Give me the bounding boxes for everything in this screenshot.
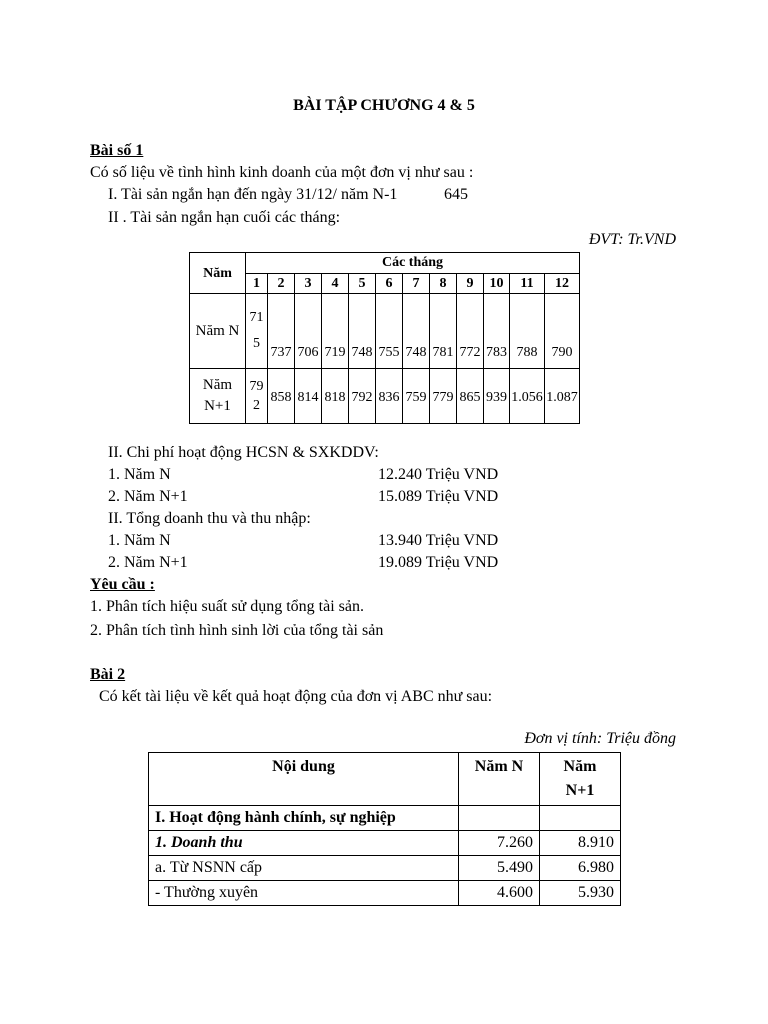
yeucau-2: 2. Phân tích tình hình sinh lời của tổng tài sản	[90, 622, 384, 639]
chiphi-2-value: 15.089 Triệu VND	[378, 488, 499, 505]
table-cell	[246, 369, 268, 424]
bai2-unit: Đơn vị tính: Triệu đồng	[524, 730, 676, 747]
month-header: 3	[295, 273, 322, 294]
header-part: Năm	[563, 758, 597, 775]
month-header: 6	[376, 273, 403, 294]
table-row	[149, 881, 621, 906]
chiphi-2-label: 2. Năm N+1	[108, 488, 188, 505]
table-row	[149, 806, 621, 831]
table-cell: 790	[545, 294, 580, 369]
doanhthu-2-value: 19.089 Triệu VND	[378, 554, 499, 571]
doanhthu-1-label: 1. Năm N	[108, 532, 171, 549]
table-cell: 788	[510, 294, 545, 369]
yeucau-heading: Yêu cầu :	[90, 576, 155, 593]
month-header: 11	[510, 273, 545, 294]
header-nam-n: Năm N	[459, 753, 540, 806]
table-cell: 783	[484, 294, 510, 369]
table-header-row	[149, 753, 621, 806]
chiphi-heading: II. Chi phí hoạt động HCSN & SXKDDV:	[108, 444, 379, 461]
table-cell: 772	[457, 294, 484, 369]
month-header: 12	[545, 273, 580, 294]
month-header: 2	[268, 273, 295, 294]
table-cell-label: 1. Doanh thu	[149, 831, 459, 856]
row-label-part: N+1	[204, 398, 231, 414]
table-row	[190, 294, 580, 369]
table-cell-label: I. Hoạt động hành chính, sự nghiệp	[149, 806, 459, 831]
table-cell: 759	[403, 369, 430, 424]
bai2-table	[148, 752, 621, 906]
month-header: 5	[349, 273, 376, 294]
col-nam-header: Năm	[190, 253, 246, 294]
yeucau-1: 1. Phân tích hiệu suất sử dụng tổng tài sản.	[90, 598, 364, 615]
page-title: BÀI TẬP CHƯƠNG 4 & 5	[293, 97, 475, 114]
chiphi-1-label: 1. Năm N	[108, 466, 171, 483]
table-cell: 865	[457, 369, 484, 424]
table-cell	[459, 806, 540, 831]
months-row	[190, 273, 580, 294]
table-cell: 748	[403, 294, 430, 369]
table-cell: 706	[295, 294, 322, 369]
col-months-header: Các tháng	[246, 253, 580, 274]
bai1-unit: ĐVT: Tr.VND	[588, 231, 676, 248]
table-cell: 8.910	[540, 831, 621, 856]
table-cell: 939	[484, 369, 510, 424]
table-cell: 814	[295, 369, 322, 424]
cell-part: 79	[249, 379, 264, 394]
table-cell: 858	[268, 369, 295, 424]
table-row	[149, 856, 621, 881]
bai1-item2: II . Tài sản ngắn hạn cuối các tháng:	[108, 209, 341, 226]
table-cell: 719	[322, 294, 349, 369]
bai1-table	[189, 252, 580, 424]
table-cell: 1.087	[545, 369, 580, 424]
doanhthu-2-label: 2. Năm N+1	[108, 554, 188, 571]
bai2-heading: Bài 2	[90, 666, 126, 683]
row-label-nam-n1	[190, 369, 246, 424]
table-cell: 737	[268, 294, 295, 369]
doanhthu-heading: II. Tổng doanh thu và thu nhập:	[108, 510, 311, 527]
table-cell: 1.056	[510, 369, 545, 424]
table-cell-label: a. Từ NSNN cấp	[149, 856, 459, 881]
bai1-item1-label: I. Tài sản ngắn hạn đến ngày 31/12/ năm N-1	[108, 186, 398, 203]
table-cell: 781	[430, 294, 457, 369]
month-header: 10	[484, 273, 510, 294]
header-part: N+1	[565, 782, 595, 799]
bai2-intro: Có kết tài liệu về kết quả hoạt động của đơn vị ABC như sau:	[99, 688, 493, 705]
month-header: 7	[403, 273, 430, 294]
month-header: 8	[430, 273, 457, 294]
table-cell	[540, 806, 621, 831]
table-cell: 818	[322, 369, 349, 424]
table-cell: 748	[349, 294, 376, 369]
table-cell: 6.980	[540, 856, 621, 881]
table-cell	[246, 294, 268, 369]
table-row	[149, 831, 621, 856]
table-cell-label: - Thường xuyên	[149, 881, 459, 906]
table-cell: 779	[430, 369, 457, 424]
cell-part: 5	[253, 336, 260, 351]
bai1-heading: Bài số 1	[90, 142, 144, 159]
table-cell: 4.600	[459, 881, 540, 906]
table-cell: 5.930	[540, 881, 621, 906]
row-label-nam-n: Năm N	[190, 294, 246, 369]
table-cell: 755	[376, 294, 403, 369]
month-header: 9	[457, 273, 484, 294]
table-cell: 7.260	[459, 831, 540, 856]
bai1-intro: Có số liệu về tình hình kinh doanh của một đơn vị như sau :	[90, 164, 474, 181]
table-cell: 836	[376, 369, 403, 424]
month-header: 1	[246, 273, 268, 294]
table-cell: 792	[349, 369, 376, 424]
doanhthu-1-value: 13.940 Triệu VND	[378, 532, 499, 549]
header-nam-n1	[540, 753, 621, 806]
bai1-item1-value: 645	[444, 186, 468, 203]
chiphi-1-value: 12.240 Triệu VND	[378, 466, 499, 483]
cell-part: 2	[253, 398, 260, 413]
month-header: 4	[322, 273, 349, 294]
table-row	[190, 369, 580, 424]
table-cell: 5.490	[459, 856, 540, 881]
cell-part: 71	[249, 310, 264, 325]
header-noi-dung: Nội dung	[149, 753, 459, 806]
row-label-part: Năm	[202, 377, 233, 393]
